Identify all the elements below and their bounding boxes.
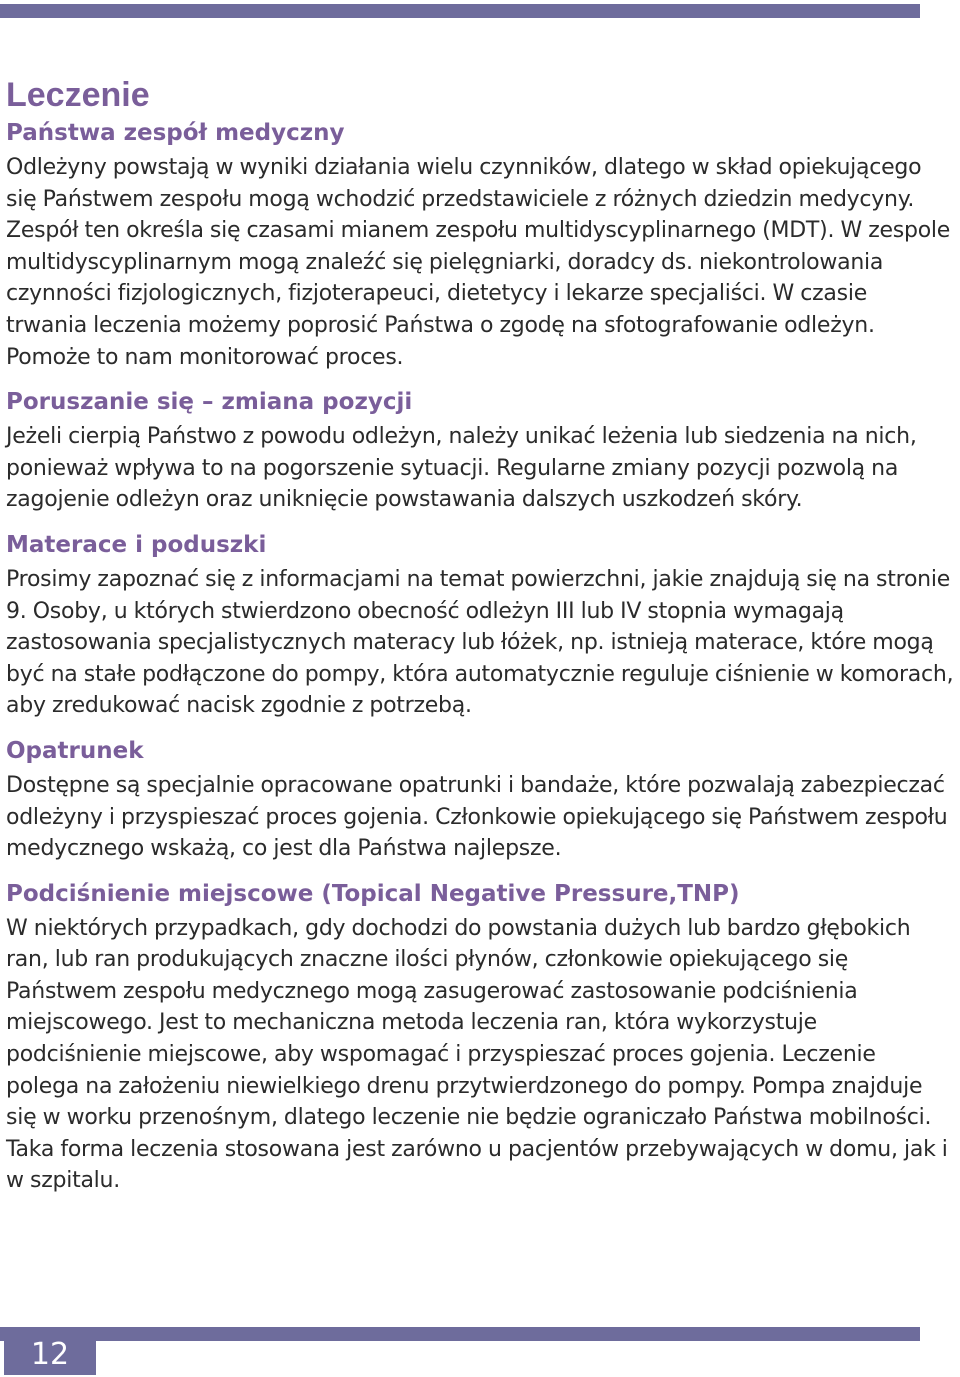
section-heading: Państwa zespół medyczny bbox=[6, 120, 345, 146]
top-decorative-bar bbox=[0, 4, 920, 18]
bottom-decorative-bar bbox=[0, 1327, 920, 1341]
section-paragraph: Jeżeli cierpią Państwo z powodu odleżyn, należy unikać leżenia lub siedzenia na nich, ponieważ wpływa to na pogorszenie sytuacji. Regularne zmiany pozycji pozwolą na zagojenie odleżyn oraz uniknięcie powstawania dalszych uszkodzeń skóry. bbox=[6, 424, 917, 513]
section-medical-team bbox=[6, 116, 954, 373]
section-heading: Materace i poduszki bbox=[6, 531, 267, 558]
section-tnp bbox=[6, 877, 954, 1197]
page-content bbox=[6, 74, 954, 1197]
section-paragraph: Odleżyny powstają w wyniki działania wielu czynników, dlatego w skład opiekującego się Państwem zespołu mogą wchodzić przedstawiciele z różnych dziedzin medycyny. Zespół ten określa się czasami mianem zespołu multidyscyplinarnego (MDT). W zespole multidyscyplinarnym mogą znaleźć się pielęgniarki, doradcy ds. niekontrolowania czynności fizjologicznych, fizjoterapeuci, dietetycy i lekarze specjaliści. W czasie trwania leczenia możemy poprosić Państwa o zgodę na sfotografowanie odleżyn. Pomoże to nam monitorować proces. bbox=[6, 155, 951, 370]
section-dressing bbox=[6, 734, 954, 865]
section-paragraph: Prosimy zapoznać się z informacjami na temat powierzchni, jakie znajdują się na stronie 9. Osoby, u których stwierdzono obecność odleżyn III lub IV stopnia wymagają zastosowania specjalistycznych materacy lub łóżek, np. istnieją materace, które mogą być na stałe podłączone do pompy, która automatycznie reguluje ciśnienie w komorach, aby zredukować nacisk zgodnie z potrzebą. bbox=[6, 566, 954, 719]
page-number-badge bbox=[4, 1327, 96, 1375]
section-paragraph: W niektórych przypadkach, gdy dochodzi do powstania dużych lub bardzo głębokich ran, lub ran produkujących znaczne ilości płynów, członkowie opiekującego się Państwem zespołu medycznego mogą zasugerować zastosowanie podciśnienia miejscowego. Jest to mechaniczna metoda leczenia ran, która wykorzystuje podciśnienie miejscowe, aby wspomagać i przyspieszać proces gojenia. Leczenie polega na założeniu niewielkiego drenu przytwierdzonego do pompy. Pompa znajduje się w worku przenośnym, dlatego leczenie nie będzie ograniczało Państwa mobilności. Taka forma leczenia stosowana jest zarówno u pacjentów przebywających w domu, jak i w szpitalu. bbox=[6, 915, 948, 1194]
section-heading: Poruszanie się – zmiana pozycji bbox=[6, 389, 413, 416]
section-position-change bbox=[6, 385, 954, 516]
section-heading: Opatrunek bbox=[6, 737, 144, 764]
section-paragraph: Dostępne są specjalnie opracowane opatrunki i bandaże, które pozwalają zabezpieczać odleżyny i przyspieszać proces gojenia. Członkowie opiekującego się Państwem zespołu medycznego wskażą, co jest dla Państwa najlepsze. bbox=[6, 772, 948, 862]
section-heading: Podciśnienie miejscowe (Topical Negative Pressure,TNP) bbox=[6, 880, 740, 907]
page-number: 12 bbox=[30, 1337, 70, 1372]
section-mattresses bbox=[6, 528, 954, 722]
page-title: Leczenie bbox=[6, 76, 150, 114]
